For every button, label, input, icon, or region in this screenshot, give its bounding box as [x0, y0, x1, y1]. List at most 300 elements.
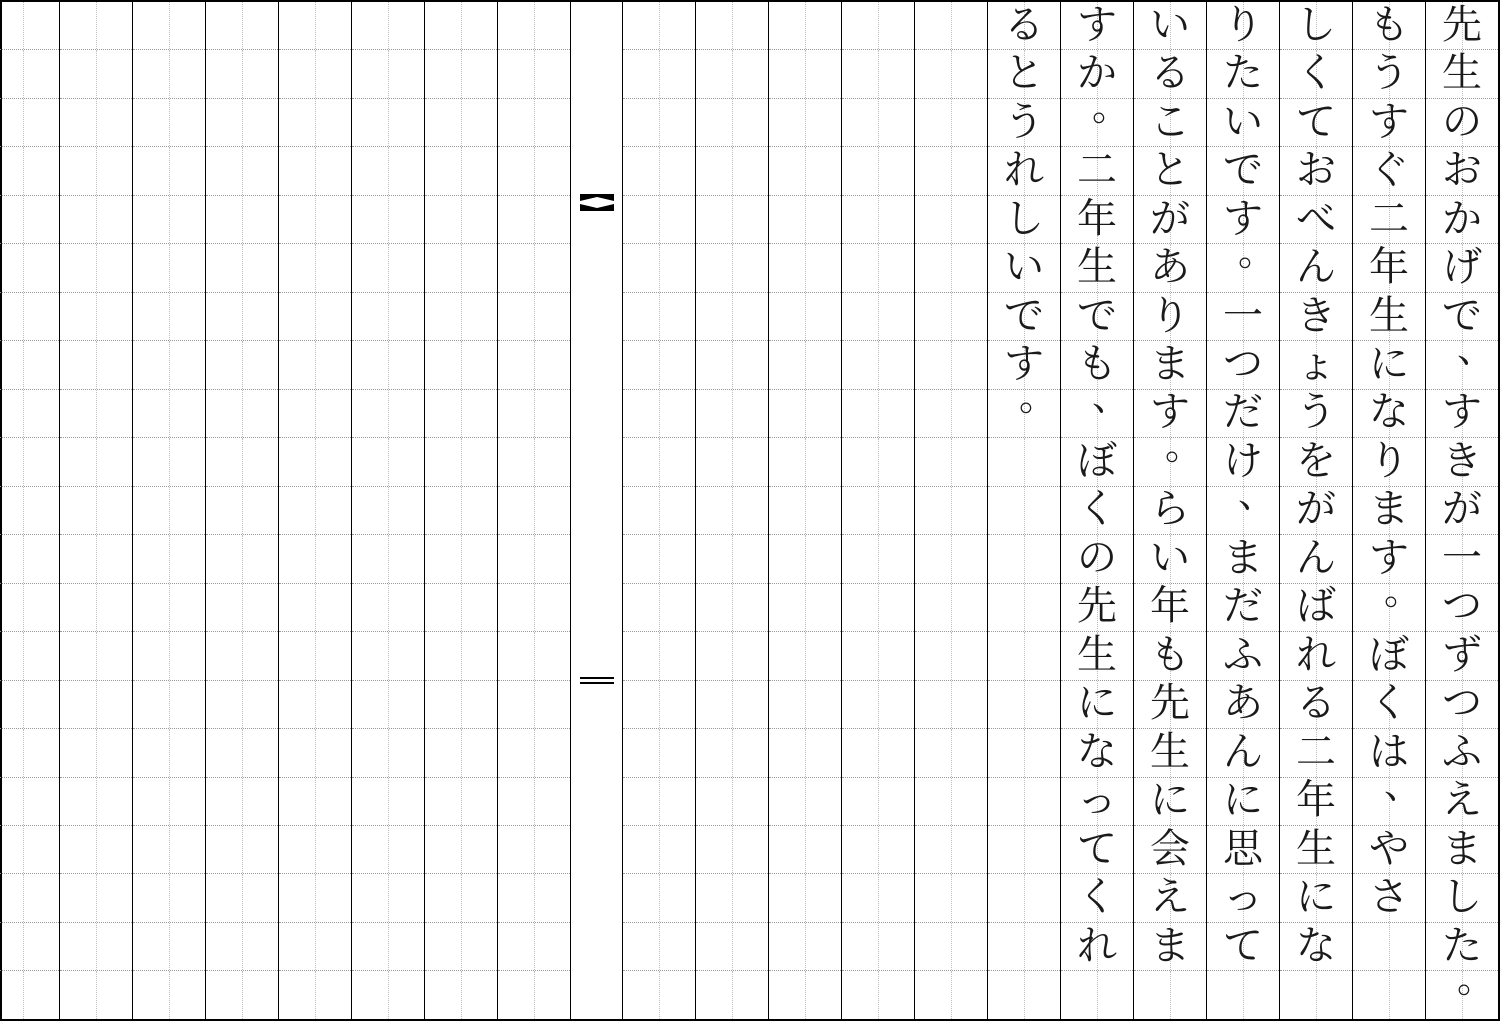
handwritten-character: も [1150, 631, 1190, 678]
grid-cell [60, 535, 132, 583]
grid-cell [1426, 874, 1498, 922]
handwritten-character: ば [1296, 583, 1336, 630]
grid-cell [623, 826, 695, 874]
grid-cell [988, 632, 1060, 680]
grid-cell [1353, 923, 1425, 971]
grid-cell [425, 729, 497, 777]
grid-cell [1061, 584, 1133, 632]
grid-cell [1426, 244, 1498, 292]
grid-cell [498, 632, 570, 680]
grid-cell [915, 390, 987, 438]
grid-cell [0, 147, 59, 195]
handwritten-character: た [1223, 50, 1263, 97]
grid-cell [133, 826, 205, 874]
grid-cell [769, 874, 841, 922]
cell-stack [0, 2, 59, 1019]
grid-cell [1353, 390, 1425, 438]
grid-cell [988, 729, 1060, 777]
column-container [2, 2, 1498, 1019]
grid-cell [1280, 147, 1352, 195]
handwritten-character: る [1004, 1, 1044, 48]
text-column-5 [1133, 2, 1206, 1019]
grid-cell [1353, 341, 1425, 389]
handwritten-character: た [1442, 922, 1482, 969]
handwritten-character: く [1077, 874, 1117, 921]
grid-cell [1280, 826, 1352, 874]
handwritten-character: 生 [1150, 728, 1190, 775]
grid-cell [915, 778, 987, 826]
grid-cell [279, 2, 351, 50]
grid-cell [498, 438, 570, 486]
grid-cell [1353, 244, 1425, 292]
grid-cell [1353, 293, 1425, 341]
grid-cell [352, 681, 424, 729]
grid-cell [60, 923, 132, 971]
grid-cell [60, 632, 132, 680]
grid-cell [425, 923, 497, 971]
grid-cell [206, 535, 278, 583]
handwritten-character: や [1369, 825, 1409, 872]
cell-stack [1353, 2, 1425, 1019]
grid-cell [1280, 390, 1352, 438]
handwritten-character: ら [1150, 486, 1190, 533]
grid-cell [498, 874, 570, 922]
grid-cell [769, 487, 841, 535]
grid-cell [0, 293, 59, 341]
grid-cell [1426, 327, 1498, 389]
grid-cell [1207, 472, 1279, 535]
grid-cell [425, 2, 497, 50]
handwritten-character: り [1369, 437, 1409, 484]
grid-cell [1207, 230, 1279, 292]
grid-cell [0, 487, 59, 535]
grid-cell [769, 99, 841, 147]
handwritten-character: て [1077, 825, 1117, 872]
grid-cell [1353, 438, 1425, 486]
grid-cell [206, 923, 278, 971]
handwritten-character: 。 [1091, 84, 1130, 129]
grid-cell [133, 244, 205, 292]
handwritten-character: ま [1369, 486, 1409, 533]
grid-cell [1280, 971, 1352, 1018]
handwritten-character: け [1223, 437, 1263, 484]
grid-cell [206, 778, 278, 826]
grid-cell [769, 438, 841, 486]
binding-mark-top-icon [580, 192, 614, 218]
cell-stack [696, 2, 768, 1019]
text-column-17 [205, 2, 278, 1019]
grid-cell [352, 196, 424, 244]
handwritten-character: う [1004, 98, 1044, 145]
grid-cell [60, 874, 132, 922]
grid-cell [696, 729, 768, 777]
grid-cell [60, 390, 132, 438]
grid-cell [352, 535, 424, 583]
grid-cell [0, 584, 59, 632]
grid-cell [842, 99, 914, 147]
grid-cell [425, 487, 497, 535]
handwritten-character: る [1150, 50, 1190, 97]
grid-cell [279, 147, 351, 195]
grid-cell [498, 681, 570, 729]
grid-cell [1280, 681, 1352, 729]
grid-cell [696, 632, 768, 680]
grid-cell [915, 244, 987, 292]
grid-cell [623, 874, 695, 922]
grid-cell [425, 50, 497, 98]
grid-cell [279, 244, 351, 292]
handwritten-character: ぐ [1369, 147, 1409, 194]
cell-stack [425, 2, 497, 1019]
handwritten-character: で [1442, 292, 1482, 339]
grid-cell [696, 923, 768, 971]
grid-cell [915, 826, 987, 874]
grid-cell [352, 584, 424, 632]
grid-cell [1061, 826, 1133, 874]
grid-cell [133, 971, 205, 1018]
grid-cell [279, 341, 351, 389]
grid-cell [1426, 50, 1498, 98]
grid-cell [769, 729, 841, 777]
handwritten-character: し [1004, 195, 1044, 242]
grid-cell [352, 99, 424, 147]
grid-cell [206, 390, 278, 438]
handwritten-character: い [1150, 1, 1190, 48]
grid-cell [988, 681, 1060, 729]
handwritten-character: う [1296, 389, 1336, 436]
grid-cell [133, 50, 205, 98]
grid-cell [279, 971, 351, 1018]
grid-cell [498, 147, 570, 195]
grid-cell [279, 729, 351, 777]
handwritten-character: さ [1369, 874, 1409, 921]
handwritten-character: 生 [1077, 631, 1117, 678]
handwritten-character: て [1223, 922, 1263, 969]
grid-cell [352, 729, 424, 777]
grid-cell [1280, 196, 1352, 244]
binding-gutter [570, 2, 622, 1019]
grid-cell [696, 778, 768, 826]
grid-cell [206, 2, 278, 50]
grid-cell [133, 584, 205, 632]
grid-cell [696, 2, 768, 50]
grid-cell [623, 341, 695, 389]
grid-cell [1353, 50, 1425, 98]
grid-cell [206, 99, 278, 147]
handwritten-character: れ [1296, 631, 1336, 678]
grid-cell [0, 632, 59, 680]
grid-cell [1134, 584, 1206, 632]
handwritten-character: な [1296, 922, 1336, 969]
handwritten-character: い [1150, 534, 1190, 581]
grid-cell [279, 196, 351, 244]
cell-stack [279, 2, 351, 1019]
handwritten-character: ぼ [1369, 631, 1409, 678]
handwritten-character: っ [1223, 874, 1263, 921]
handwritten-character: 年 [1296, 777, 1336, 824]
grid-cell [206, 50, 278, 98]
binding-mark-bottom-icon [580, 674, 614, 687]
grid-cell [842, 874, 914, 922]
handwritten-character: な [1369, 389, 1409, 436]
grid-cell [0, 681, 59, 729]
grid-cell [915, 99, 987, 147]
grid-cell [1061, 971, 1133, 1018]
grid-cell [1426, 778, 1498, 826]
handwritten-character: 、 [1237, 472, 1276, 517]
text-column-10 [768, 2, 841, 1019]
grid-cell [279, 293, 351, 341]
grid-cell [60, 2, 132, 50]
handwritten-character: れ [1077, 922, 1117, 969]
text-column-16 [278, 2, 351, 1019]
grid-cell [206, 244, 278, 292]
grid-cell [915, 584, 987, 632]
handwritten-character: 一 [1223, 292, 1263, 339]
grid-cell [915, 632, 987, 680]
grid-cell [842, 778, 914, 826]
grid-cell [696, 50, 768, 98]
grid-cell [769, 50, 841, 98]
grid-cell [1061, 923, 1133, 971]
grid-cell [623, 99, 695, 147]
text-column-8 [914, 2, 987, 1019]
grid-cell [1207, 874, 1279, 922]
grid-cell [1134, 341, 1206, 389]
grid-cell [133, 99, 205, 147]
grid-cell [352, 341, 424, 389]
handwritten-character: か [1442, 195, 1482, 242]
grid-cell [1353, 2, 1425, 50]
handwritten-character: に [1150, 777, 1190, 824]
grid-cell [696, 244, 768, 292]
handwritten-character: げ [1442, 244, 1482, 291]
grid-cell [1353, 681, 1425, 729]
grid-cell [623, 390, 695, 438]
handwritten-character: 生 [1442, 50, 1482, 97]
handwritten-character: ふ [1223, 631, 1263, 678]
grid-cell [498, 196, 570, 244]
grid-cell [352, 874, 424, 922]
grid-cell [915, 535, 987, 583]
grid-cell [60, 826, 132, 874]
grid-cell [279, 681, 351, 729]
handwritten-character: ま [1150, 341, 1190, 388]
handwritten-character: き [1296, 292, 1336, 339]
handwritten-character: う [1369, 50, 1409, 97]
handwritten-character: 、 [1383, 763, 1422, 808]
handwritten-character: の [1077, 534, 1117, 581]
grid-cell [696, 438, 768, 486]
grid-cell [1207, 535, 1279, 583]
grid-cell [352, 50, 424, 98]
grid-cell [1134, 244, 1206, 292]
grid-cell [1280, 438, 1352, 486]
grid-cell [0, 390, 59, 438]
grid-cell [133, 2, 205, 50]
grid-cell [1426, 535, 1498, 583]
grid-cell [769, 341, 841, 389]
grid-cell [1280, 487, 1352, 535]
handwritten-character: つ [1223, 341, 1263, 388]
grid-cell [696, 874, 768, 922]
grid-cell [1134, 487, 1206, 535]
handwritten-character: い [1223, 98, 1263, 145]
handwritten-character: て [1296, 98, 1336, 145]
grid-cell [623, 487, 695, 535]
handwritten-character: ふ [1442, 728, 1482, 775]
grid-cell [498, 50, 570, 98]
handwritten-character: ず [1442, 631, 1482, 678]
grid-cell [769, 971, 841, 1018]
grid-cell [988, 826, 1060, 874]
grid-cell [988, 535, 1060, 583]
grid-cell [279, 632, 351, 680]
grid-cell [1207, 729, 1279, 777]
grid-cell [1134, 50, 1206, 98]
text-column-13 [497, 2, 570, 1019]
grid-cell [842, 632, 914, 680]
grid-cell [279, 778, 351, 826]
grid-cell [425, 390, 497, 438]
grid-cell [696, 971, 768, 1018]
grid-cell [0, 196, 59, 244]
grid-cell [60, 99, 132, 147]
grid-cell [1280, 535, 1352, 583]
handwritten-character: き [1442, 437, 1482, 484]
handwritten-character: 、 [1091, 375, 1130, 420]
grid-cell [988, 50, 1060, 98]
grid-cell [1353, 99, 1425, 147]
grid-cell [0, 729, 59, 777]
grid-cell [0, 341, 59, 389]
cell-stack [60, 2, 132, 1019]
cell-stack [1134, 2, 1206, 1019]
grid-cell [1134, 147, 1206, 195]
grid-cell [0, 50, 59, 98]
text-column-20 [0, 2, 59, 1019]
grid-cell [623, 923, 695, 971]
handwritten-character: え [1150, 874, 1190, 921]
grid-cell [279, 584, 351, 632]
handwritten-character: つ [1442, 583, 1482, 630]
grid-cell [1134, 778, 1206, 826]
handwritten-character: す [1223, 195, 1263, 242]
grid-cell [1426, 681, 1498, 729]
grid-cell [352, 244, 424, 292]
grid-cell [1280, 341, 1352, 389]
grid-cell [425, 584, 497, 632]
handwritten-character: 、 [1456, 327, 1495, 372]
grid-cell [1061, 293, 1133, 341]
handwritten-character: 二 [1369, 195, 1409, 242]
grid-cell [1280, 923, 1352, 971]
grid-cell [842, 971, 914, 1018]
grid-cell [352, 2, 424, 50]
grid-cell [769, 244, 841, 292]
cell-stack [769, 2, 841, 1019]
handwritten-character: を [1296, 437, 1336, 484]
grid-cell [769, 584, 841, 632]
grid-cell [60, 438, 132, 486]
grid-cell [498, 99, 570, 147]
grid-cell [0, 826, 59, 874]
grid-cell [498, 778, 570, 826]
grid-cell [352, 971, 424, 1018]
handwritten-character: す [1442, 389, 1482, 436]
grid-cell [352, 632, 424, 680]
grid-cell [1426, 826, 1498, 874]
grid-cell [623, 2, 695, 50]
grid-cell [425, 99, 497, 147]
grid-cell [1061, 244, 1133, 292]
grid-cell [352, 438, 424, 486]
handwritten-character: だ [1223, 389, 1263, 436]
grid-cell [1061, 729, 1133, 777]
text-column-14 [424, 2, 497, 1019]
handwritten-character: し [1296, 1, 1336, 48]
grid-cell [60, 487, 132, 535]
grid-cell [696, 99, 768, 147]
grid-cell [425, 778, 497, 826]
grid-cell [1061, 487, 1133, 535]
grid-cell [279, 50, 351, 98]
grid-cell [1207, 99, 1279, 147]
handwritten-character: と [1004, 50, 1044, 97]
grid-cell [133, 632, 205, 680]
handwritten-character: で [1004, 292, 1044, 339]
grid-cell [279, 923, 351, 971]
grid-cell [206, 196, 278, 244]
grid-cell [988, 196, 1060, 244]
handwritten-character: の [1442, 98, 1482, 145]
handwritten-character: し [1442, 874, 1482, 921]
grid-cell [133, 487, 205, 535]
handwritten-character: 一 [1442, 534, 1482, 581]
grid-cell [696, 826, 768, 874]
grid-cell [133, 293, 205, 341]
grid-cell [60, 729, 132, 777]
grid-cell [988, 778, 1060, 826]
grid-cell [133, 874, 205, 922]
grid-cell [60, 681, 132, 729]
handwritten-character: も [1369, 1, 1409, 48]
grid-cell [988, 487, 1060, 535]
grid-cell [769, 826, 841, 874]
grid-cell [206, 971, 278, 1018]
grid-cell [1280, 874, 1352, 922]
handwritten-character: 生 [1296, 825, 1336, 872]
handwritten-character: え [1442, 777, 1482, 824]
cell-stack [915, 2, 987, 1019]
grid-cell [0, 535, 59, 583]
grid-cell [0, 778, 59, 826]
handwritten-character: 。 [1164, 423, 1203, 468]
grid-cell [1134, 826, 1206, 874]
grid-cell [842, 923, 914, 971]
grid-cell [842, 50, 914, 98]
grid-cell [60, 778, 132, 826]
grid-cell [1061, 2, 1133, 50]
handwritten-character: ん [1223, 728, 1263, 775]
grid-cell [915, 2, 987, 50]
handwritten-character: に [1223, 777, 1263, 824]
grid-cell [425, 293, 497, 341]
grid-cell [279, 99, 351, 147]
handwritten-character: 先 [1150, 680, 1190, 727]
grid-cell [425, 244, 497, 292]
grid-cell [279, 438, 351, 486]
